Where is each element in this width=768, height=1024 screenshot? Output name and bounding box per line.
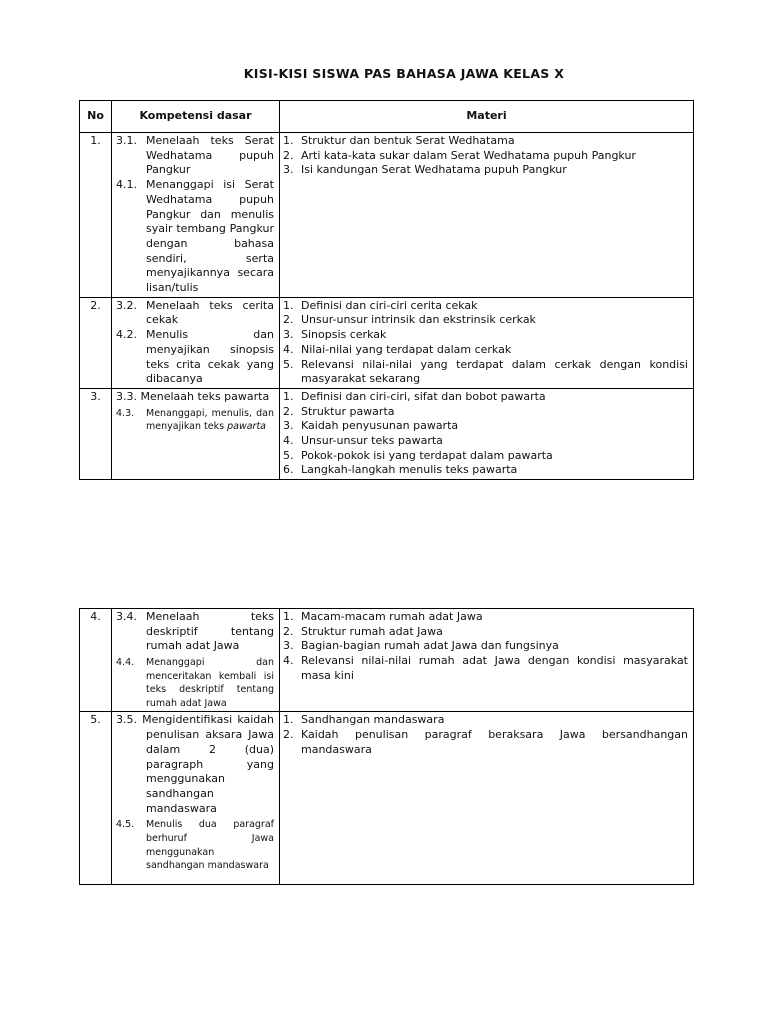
materi-number: 6. bbox=[283, 463, 294, 477]
materi-number: 2. bbox=[283, 404, 294, 418]
materi-item bbox=[283, 713, 688, 728]
materi-number: 3. bbox=[283, 639, 294, 653]
kd-item bbox=[116, 134, 274, 178]
materi-text: Arti kata-kata sukar dalam Serat Wedhatama pupuh Pangkur bbox=[301, 148, 636, 162]
materi-text: Langkah-langkah menulis teks pawarta bbox=[301, 463, 518, 477]
kompetensi-dasar-cell bbox=[112, 609, 280, 712]
materi-number: 1. bbox=[283, 389, 294, 403]
page-title: KISI-KISI SISWA PAS BAHASA JAWA KELAS X bbox=[243, 66, 565, 81]
materi-item bbox=[283, 163, 688, 178]
materi-cell bbox=[280, 297, 694, 388]
materi-item bbox=[283, 134, 688, 149]
header-kompetensi-dasar: Kompetensi dasar bbox=[112, 101, 280, 133]
header-no: No bbox=[80, 101, 112, 133]
materi-number: 2. bbox=[283, 728, 294, 742]
kd-number: 3.3. bbox=[116, 389, 137, 403]
kd-item bbox=[116, 328, 274, 387]
materi-text: Isi kandungan Serat Wedhatama pupuh Pangkur bbox=[301, 163, 567, 177]
materi-item bbox=[283, 654, 688, 683]
kd-item bbox=[116, 713, 274, 816]
materi-item bbox=[283, 625, 688, 640]
materi-text: Relevansi nilai-nilai yang terdapat dalam cerkak dengan kondisi masyarakat sekarang bbox=[301, 357, 688, 386]
materi-item bbox=[283, 463, 688, 478]
materi-item bbox=[283, 299, 688, 314]
kd-number: 3.1. bbox=[116, 134, 137, 147]
header-materi: Materi bbox=[280, 101, 694, 133]
materi-text: Struktur rumah adat Jawa bbox=[301, 624, 443, 638]
materi-item bbox=[283, 728, 688, 757]
kd-text: Menelaah teks pawarta bbox=[140, 389, 270, 403]
materi-text: Unsur-unsur intrinsik dan ekstrinsik cerkak bbox=[301, 313, 536, 327]
materi-item bbox=[283, 449, 688, 464]
materi-text: Kaidah penulisan paragraf beraksara Jawa bersandhangan mandaswara bbox=[301, 728, 688, 756]
materi-number: 3. bbox=[283, 328, 294, 342]
materi-number: 4. bbox=[283, 342, 294, 356]
materi-cell bbox=[280, 133, 694, 298]
kd-item bbox=[116, 178, 274, 296]
materi-number: 3. bbox=[283, 419, 294, 433]
materi-text: Pokok-pokok isi yang terdapat dalam pawarta bbox=[301, 448, 553, 462]
kd-text-wrap bbox=[146, 407, 274, 434]
kd-number: 4.3. bbox=[116, 407, 135, 419]
table-row bbox=[80, 297, 694, 388]
kd-text: Menelaah teks Serat Wedhatama pupuh Pangkur bbox=[146, 134, 274, 177]
kd-text: Menanggapi dan menceritakan kembali isi teks deskriptif tentang rumah adat Jawa bbox=[146, 657, 274, 709]
materi-number: 2. bbox=[283, 148, 294, 162]
table-row bbox=[80, 712, 694, 885]
materi-text: Sandhangan mandaswara bbox=[301, 713, 445, 727]
kd-text: Mengidentifikasi kaidah penulisan aksara Jawa dalam 2 (dua) paragraph yang menggunakan sandhangan mandaswara bbox=[142, 713, 274, 815]
materi-item bbox=[283, 639, 688, 654]
materi-number: 5. bbox=[283, 357, 294, 371]
row-number: 2. bbox=[80, 297, 112, 388]
kd-number: 3.5. bbox=[116, 713, 137, 727]
kd-item bbox=[116, 656, 274, 710]
kd-item bbox=[116, 407, 274, 434]
materi-cell bbox=[280, 712, 694, 885]
materi-item bbox=[283, 328, 688, 343]
materi-item bbox=[283, 434, 688, 449]
materi-number: 1. bbox=[283, 610, 294, 623]
kompetensi-dasar-cell bbox=[112, 712, 280, 885]
kd-number: 4.4. bbox=[116, 657, 135, 669]
kd-text: Menelaah teks deskriptif tentang rumah adat Jawa bbox=[146, 610, 274, 653]
table-row bbox=[80, 388, 694, 479]
materi-item bbox=[283, 149, 688, 164]
kd-text-italic: pawarta bbox=[227, 421, 266, 433]
kompetensi-dasar-cell bbox=[112, 297, 280, 388]
kisi-kisi-table-part-2 bbox=[79, 608, 694, 885]
materi-item bbox=[283, 405, 688, 420]
materi-number: 1. bbox=[283, 298, 294, 312]
materi-number: 4. bbox=[283, 434, 294, 448]
materi-text: Macam-macam rumah adat Jawa bbox=[301, 610, 483, 623]
kd-number: 3.4. bbox=[116, 610, 137, 623]
materi-text: Nilai-nilai yang terdapat dalam cerkak bbox=[301, 342, 512, 356]
materi-item bbox=[283, 358, 688, 387]
materi-number: 1. bbox=[283, 134, 294, 147]
table-header-row bbox=[80, 101, 694, 133]
materi-item bbox=[283, 419, 688, 434]
kd-number: 4.2. bbox=[116, 328, 137, 342]
materi-number: 3. bbox=[283, 163, 294, 177]
kd-text: Menanggapi, menulis, dan menyajikan teks bbox=[146, 407, 274, 433]
table-row bbox=[80, 133, 694, 298]
materi-item bbox=[283, 343, 688, 358]
materi-number: 2. bbox=[283, 313, 294, 327]
kd-text: Menulis dan menyajikan sinopsis teks crita cekak yang dibacanya bbox=[146, 328, 274, 386]
materi-text: Relevansi nilai-nilai rumah adat Jawa dengan kondisi masyarakat masa kini bbox=[301, 654, 688, 682]
materi-item bbox=[283, 313, 688, 328]
materi-cell bbox=[280, 388, 694, 479]
row-number: 4. bbox=[80, 609, 112, 712]
materi-text: Definisi dan ciri-ciri cerita cekak bbox=[301, 298, 478, 312]
kd-text: Menelaah teks cerita cekak bbox=[146, 298, 274, 327]
materi-text: Unsur-unsur teks pawarta bbox=[301, 434, 443, 448]
materi-item bbox=[283, 390, 688, 405]
kd-number: 3.2. bbox=[116, 298, 137, 312]
kd-item bbox=[116, 390, 274, 405]
row-number: 5. bbox=[80, 712, 112, 885]
row-number: 1. bbox=[80, 133, 112, 298]
materi-number: 1. bbox=[283, 713, 294, 727]
materi-text: Sinopsis cerkak bbox=[301, 328, 387, 342]
materi-number: 2. bbox=[283, 624, 294, 638]
table-row bbox=[80, 609, 694, 712]
kompetensi-dasar-cell bbox=[112, 133, 280, 298]
materi-text: Definisi dan ciri-ciri, sifat dan bobot pawarta bbox=[301, 389, 546, 403]
kd-number: 4.5. bbox=[116, 819, 135, 831]
kd-text: Menanggapi isi Serat Wedhatama pupuh Pangkur dan menulis syair tembang Pangkur dengan bahasa sendiri, serta menyajikannya secara lisan/tulis bbox=[146, 178, 274, 295]
kd-text: Menulis dua paragraf berhuruf Jawa menggunakan sandhangan mandaswara bbox=[146, 819, 274, 872]
kompetensi-dasar-cell bbox=[112, 388, 280, 479]
materi-number: 4. bbox=[283, 654, 294, 668]
kisi-kisi-table-part-1 bbox=[79, 100, 694, 480]
materi-cell bbox=[280, 609, 694, 712]
materi-text: Bagian-bagian rumah adat Jawa dan fungsinya bbox=[301, 639, 559, 653]
row-number: 3. bbox=[80, 388, 112, 479]
materi-text: Kaidah penyusunan pawarta bbox=[301, 419, 459, 433]
kd-number: 4.1. bbox=[116, 178, 137, 192]
kd-item bbox=[116, 818, 274, 872]
materi-text: Struktur dan bentuk Serat Wedhatama bbox=[301, 134, 515, 147]
kd-item bbox=[116, 610, 274, 654]
materi-item bbox=[283, 610, 688, 625]
materi-number: 5. bbox=[283, 448, 294, 462]
materi-text: Struktur pawarta bbox=[301, 404, 395, 418]
kd-item bbox=[116, 299, 274, 328]
